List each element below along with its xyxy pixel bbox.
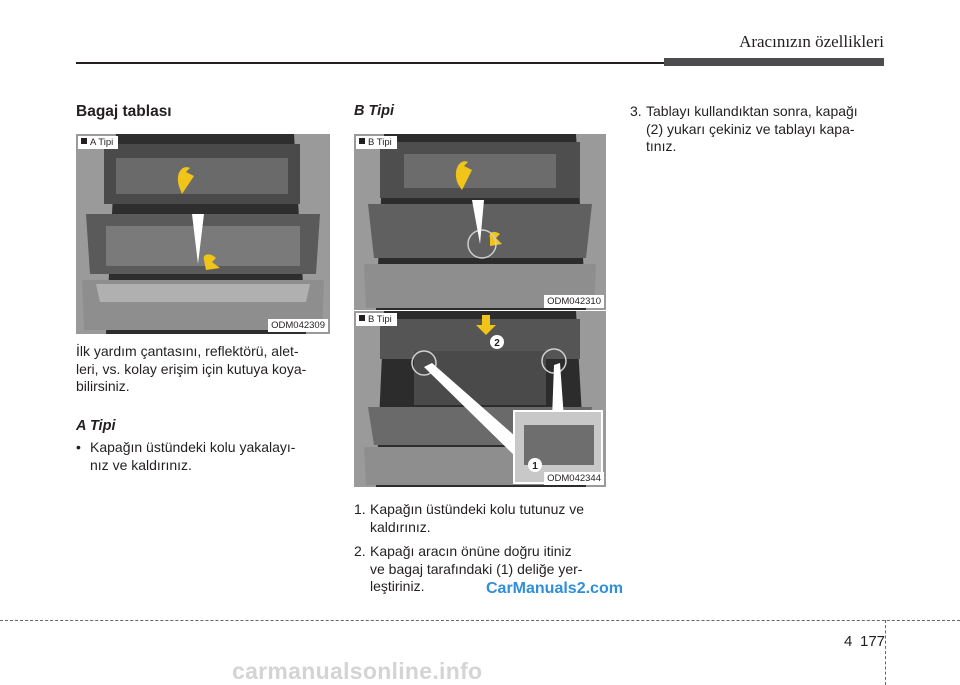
bullet-mark: • (76, 439, 81, 455)
figure-b-tipi-2-photo (354, 311, 606, 487)
figure-b-tipi-2 (354, 311, 606, 487)
figure-b-tipi-1-code: ODM042310 (544, 295, 604, 308)
footer-rule (0, 620, 960, 621)
figure-a-tipi (76, 134, 330, 334)
step-3: 3. Tablayı kullandıktan sonra, kapağı (2) yukarı çekiniz ve tablayı kapa- tınız. (630, 103, 858, 154)
header-rule (76, 62, 666, 64)
watermark-link[interactable]: CarManuals2.com (486, 580, 623, 597)
figure-b-tipi-1 (354, 134, 606, 310)
page-number: 177 (860, 633, 886, 650)
footer-site-watermark[interactable]: carmanualsonline.info (232, 658, 483, 684)
header-rule-accent (664, 58, 884, 66)
figure-a-tipi-tag: A Tipi (78, 136, 118, 149)
subtitle-b-tipi: B Tipi (354, 103, 395, 119)
figure-b-tipi-2-tag: B Tipi (356, 313, 397, 326)
section-title: Bagaj tablası (76, 103, 172, 120)
figure-a-tipi-photo (76, 134, 330, 334)
step-1: 1. Kapağın üstündeki kolu tutunuz ve kaldırınız. (354, 501, 585, 535)
bullet-item: • Kapağın üstündeki kolu yakalayı- nız ve kaldırınız. (76, 439, 296, 473)
chapter-number: 4 (844, 633, 853, 650)
figure-b-tipi-1-tag: B Tipi (356, 136, 397, 149)
figure-b-tipi-1-photo (354, 134, 606, 310)
figure-a-tipi-code: ODM042309 (268, 319, 328, 332)
callout-2: 2 (494, 338, 500, 349)
subtitle-a-tipi: A Tipi (76, 418, 116, 434)
callout-1: 1 (532, 461, 538, 472)
footer-separator (885, 620, 886, 685)
figure-b-tipi-2-code: ODM042344 (544, 472, 604, 485)
step-2: 2. Kapağı aracın önüne doğru itiniz ve bagaj tarafındaki (1) deliğe yer- leştiriniz. (354, 543, 583, 594)
intro-paragraph: İlk yardım çantasını, reflektörü, alet- leri, vs. kolay erişim için kutuya koya- bilirsiniz. (76, 343, 307, 394)
chapter-header-title: Aracınızın özellikleri (739, 32, 884, 51)
